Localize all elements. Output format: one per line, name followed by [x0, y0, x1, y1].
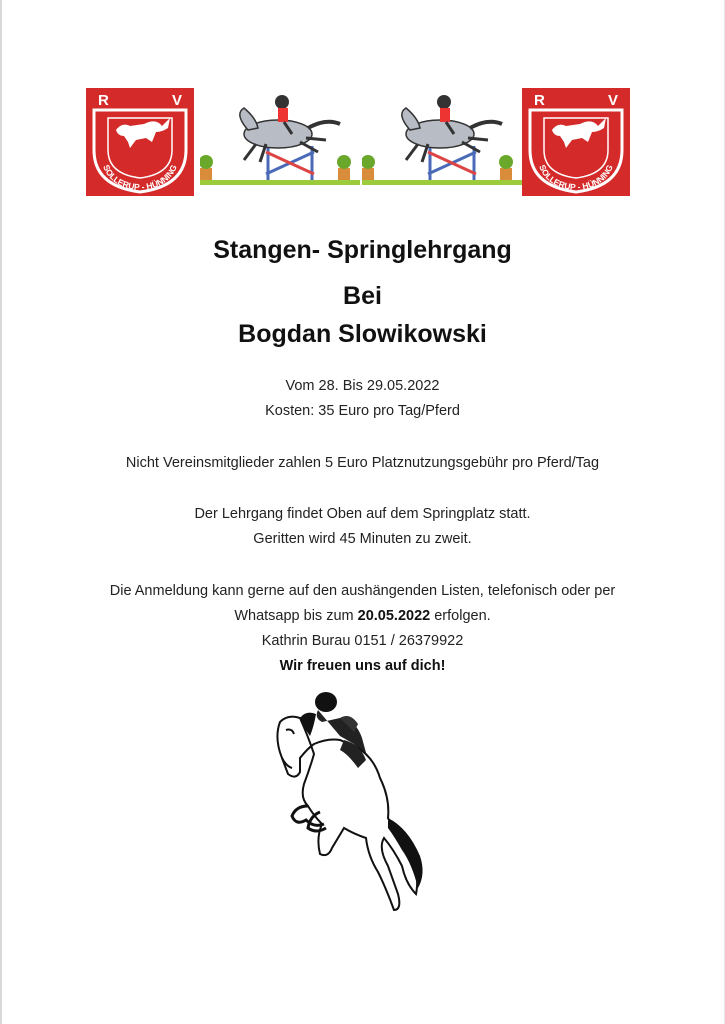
- registration-deadline: 20.05.2022: [357, 608, 431, 624]
- logo-letter-v-right: V: [607, 92, 618, 109]
- header-banner: [86, 88, 630, 196]
- club-logo-right: [522, 88, 630, 196]
- title-line-2: Bei: [343, 282, 382, 310]
- closing-line: Wir freuen uns auf dich!: [279, 658, 446, 674]
- club-logo-left: [86, 88, 194, 196]
- event-cost: Kosten: 35 Euro pro Tag/Pferd: [265, 403, 460, 419]
- logo-ring-text-right: [522, 88, 630, 196]
- non-member-fee: Nicht Vereinsmitglieder zahlen 5 Euro Platznutzungsgebühr pro Pferd/Tag: [125, 455, 600, 471]
- logo-letter-r: R: [98, 92, 109, 109]
- cartoon-horse-jump-icon: [200, 88, 360, 196]
- registration-line-2: [0, 608, 725, 624]
- logo-letter-v: V: [171, 92, 182, 109]
- registration-line-1: Die Anmeldung kann gerne auf den aushängenden Listen, telefonisch oder per: [109, 583, 616, 599]
- contact-info: Kathrin Burau 0151 / 26379922: [261, 633, 464, 649]
- svg-text:SOLLERUP - HÜNNING: SOLLERUP - HÜNNING: [537, 163, 615, 193]
- title-line-3: Bogdan Slowikowski: [238, 320, 487, 348]
- event-location: Der Lehrgang findet Oben auf dem Springplatz statt.: [194, 506, 531, 522]
- riding-info: Geritten wird 45 Minuten zu zweit.: [253, 531, 472, 547]
- logo-ring-text: [86, 88, 194, 196]
- registration-post: erfolgen.: [430, 608, 491, 624]
- cartoon-horse-jump-icon-2: [362, 88, 522, 196]
- registration-pre: Whatsapp bis zum: [234, 608, 358, 624]
- logo-letter-r-right: R: [534, 92, 545, 109]
- svg-text:SOLLERUP - HÜNNING: SOLLERUP - HÜNNING: [101, 163, 179, 193]
- event-date: Vom 28. Bis 29.05.2022: [285, 378, 440, 394]
- show-jumping-rider-icon: [270, 688, 430, 913]
- title-line-1: Stangen- Springlehrgang: [213, 236, 512, 264]
